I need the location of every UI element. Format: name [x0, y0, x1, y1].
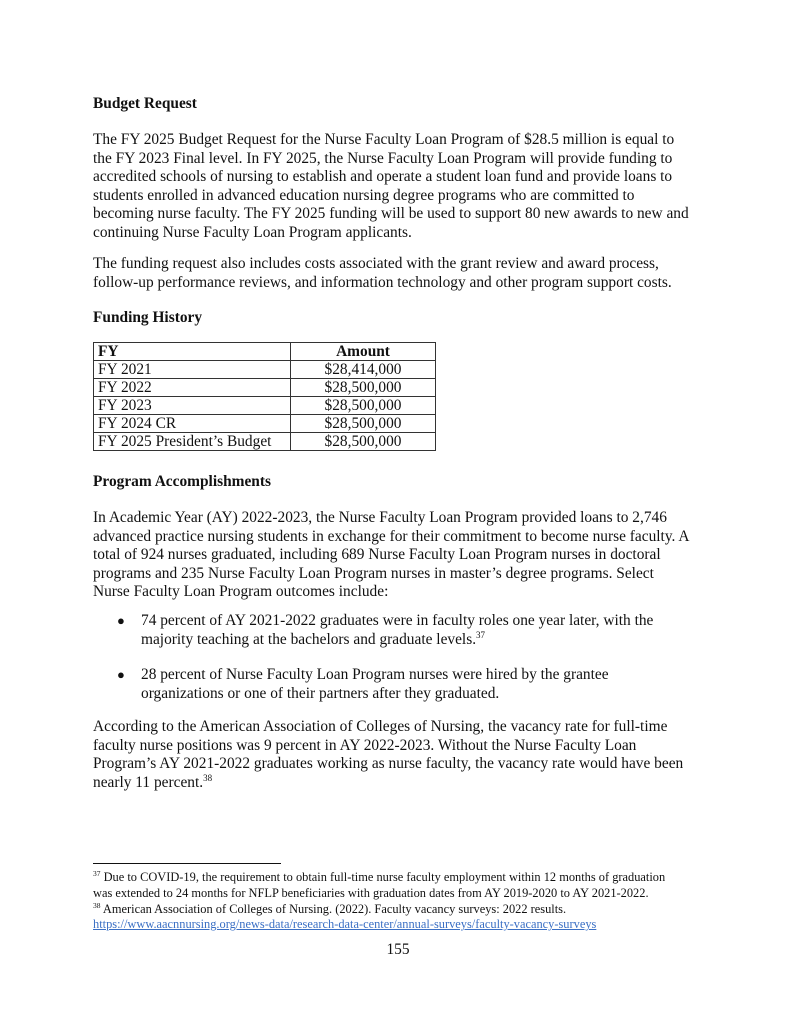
budget-request-paragraph-2: [93, 255, 703, 292]
text-line: continuing Nurse Faculty Loan Program applicants.: [93, 223, 412, 241]
text-line: programs and 235 Nurse Faculty Loan Program nurses in master’s degree programs. Select: [93, 564, 654, 582]
amount-cell: $28,500,000: [291, 433, 436, 451]
text-segment: majority teaching at the bachelors and graduate levels.: [141, 630, 477, 648]
fy-cell: FY 2025 President’s Budget: [94, 433, 291, 451]
text-line: According to the American Association of Colleges of Nursing, the vacancy rate for full-time: [93, 718, 668, 735]
text-line: Program’s AY 2021-2022 graduates working as nurse faculty, the vacancy rate would have been: [93, 755, 684, 773]
table-row: [94, 361, 436, 379]
fy-cell: FY 2022: [94, 379, 291, 397]
amount-cell: $28,500,000: [291, 397, 436, 415]
text-line: advanced practice nursing students in exchange for their commitment to become nurse faculty. A: [93, 527, 690, 545]
text-line: total of 924 nurses graduated, including 689 Nurse Faculty Loan Program nurses in doctoral: [93, 546, 661, 564]
footnote-ref-37[interactable]: 37: [476, 629, 486, 640]
funding-history-heading: Funding History: [93, 309, 203, 326]
bullet-text: [141, 612, 653, 649]
text-line: [93, 774, 703, 793]
text-line: becoming nurse faculty. The FY 2025 funding will be used to support 80 new awards to new and: [93, 205, 689, 223]
budget-request-heading: Budget Request: [93, 95, 197, 112]
footnote-38-link-line: [93, 917, 713, 933]
text-line: 74 percent of AY 2021-2022 graduates were in faculty roles one year later, with the: [141, 612, 654, 629]
table-row: [94, 415, 436, 433]
text-line: The FY 2025 Budget Request for the Nurse Faculty Loan Program of $28.5 million is equal to: [93, 131, 675, 148]
aacn-faculty-vacancy-link[interactable]: https://www.aacnnursing.org/news-data/research-data-center/annual-surveys/faculty-vacancy-surveys: [93, 917, 597, 932]
footnote-38: [93, 902, 713, 918]
vacancy-rate-paragraph: [93, 718, 703, 792]
bullet-icon: ●: [117, 613, 125, 628]
footnote-37: [93, 870, 713, 886]
text-line: students enrolled in advanced education nursing degree programs who are committed to: [93, 186, 635, 204]
amount-cell: $28,500,000: [291, 379, 436, 397]
budget-request-paragraph-1: [93, 131, 703, 243]
bullet-icon: ●: [117, 667, 125, 682]
footnote-37-continued: was extended to 24 months for NFLP beneficiaries with graduation dates from AY 2019-2020 to AY 2021-2022.: [93, 885, 649, 900]
footnotes-section: [93, 870, 713, 933]
footnote-number: 38: [93, 900, 101, 910]
text-line: the FY 2023 Final level. In FY 2025, the Nurse Faculty Loan Program will provide funding to: [93, 149, 673, 167]
bullet-text: [141, 666, 609, 703]
text-line: follow-up performance reviews, and information technology and other program support costs.: [93, 273, 672, 291]
amount-cell: $28,500,000: [291, 415, 436, 433]
footnote-separator: [93, 863, 281, 864]
accomplishments-intro-paragraph: [93, 509, 703, 602]
footnote-text: Due to COVID-19, the requirement to obtain full-time nurse faculty employment within 12 months of graduation: [100, 870, 666, 884]
text-line: [141, 631, 653, 650]
text-line: accredited schools of nursing to establish and operate a student loan fund and provide loans to: [93, 168, 673, 186]
text-line: In Academic Year (AY) 2022-2023, the Nurse Faculty Loan Program provided loans to 2,746: [93, 509, 667, 526]
footnote-text: American Association of Colleges of Nursing. (2022). Faculty vacancy surveys: 2022 results.: [100, 901, 567, 916]
table-row: [94, 397, 436, 415]
fy-cell: FY 2023: [94, 397, 291, 415]
text-line: Nurse Faculty Loan Program outcomes include:: [93, 583, 389, 601]
text-line: The funding request also includes costs associated with the grant review and award process,: [93, 255, 659, 272]
column-header-fy: FY: [94, 343, 291, 361]
text-line: faculty nurse positions was 9 percent in AY 2022-2023. Without the Nurse Faculty Loan: [93, 736, 637, 754]
footnote-ref-38[interactable]: 38: [203, 772, 213, 783]
text-line: 28 percent of Nurse Faculty Loan Program nurses were hired by the grantee: [141, 666, 609, 683]
text-line: organizations or one of their partners after they graduated.: [141, 684, 500, 702]
table-row: [94, 433, 436, 451]
text-segment: nearly 11 percent.: [93, 773, 204, 791]
program-accomplishments-heading: Program Accomplishments: [93, 473, 271, 490]
column-header-amount: Amount: [291, 343, 436, 361]
amount-cell: $28,414,000: [291, 361, 436, 379]
table-row: [94, 379, 436, 397]
fy-cell: FY 2021: [94, 361, 291, 379]
table-header-row: [94, 343, 436, 361]
funding-history-table: [93, 342, 436, 451]
page-number: 155: [386, 941, 410, 958]
fy-cell: FY 2024 CR: [94, 415, 291, 433]
footnote-number: 37: [93, 869, 101, 878]
